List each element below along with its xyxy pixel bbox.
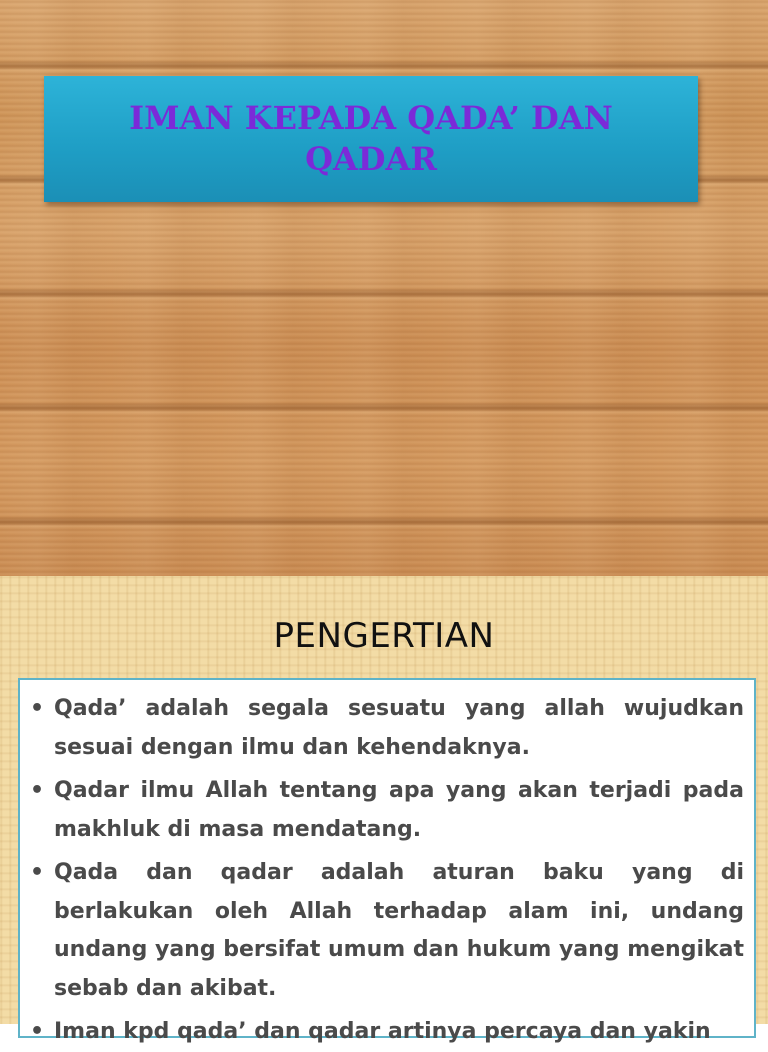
bullet-item (30, 690, 744, 767)
bullet-dot-icon: • (30, 778, 45, 803)
bullet-text: Qada’ adalah segala sesuatu yang allah wujudkan sesuai dengan ilmu dan kehendaknya. (54, 696, 744, 760)
bullet-item (30, 772, 744, 849)
bullet-item (30, 1013, 744, 1052)
section-heading: PENGERTIAN (273, 616, 495, 656)
content-box (18, 678, 756, 1044)
bullet-dot-icon: • (30, 1019, 45, 1044)
bullet-dot-icon: • (30, 696, 45, 721)
bullet-list (30, 690, 744, 1052)
bullet-item (30, 854, 744, 1008)
slide-title-text: IMAN KEPADA QADA’ DAN QADAR (129, 99, 613, 178)
bullet-text: Qadar ilmu Allah tentang apa yang akan terjadi pada makhluk di masa mendatang. (54, 778, 744, 842)
bullet-text: Iman kpd qada’ dan qadar artinya percaya dan yakin (54, 1019, 711, 1044)
bullet-dot-icon: • (30, 860, 45, 885)
bullet-text: Qada dan qadar adalah aturan baku yang di berlakukan oleh Allah terhadap alam ini, undang undang yang bersifat umum dan hukum yang mengikat sebab dan akibat. (54, 860, 744, 1001)
title-box (44, 76, 698, 202)
slide-pengertian (0, 576, 768, 1044)
